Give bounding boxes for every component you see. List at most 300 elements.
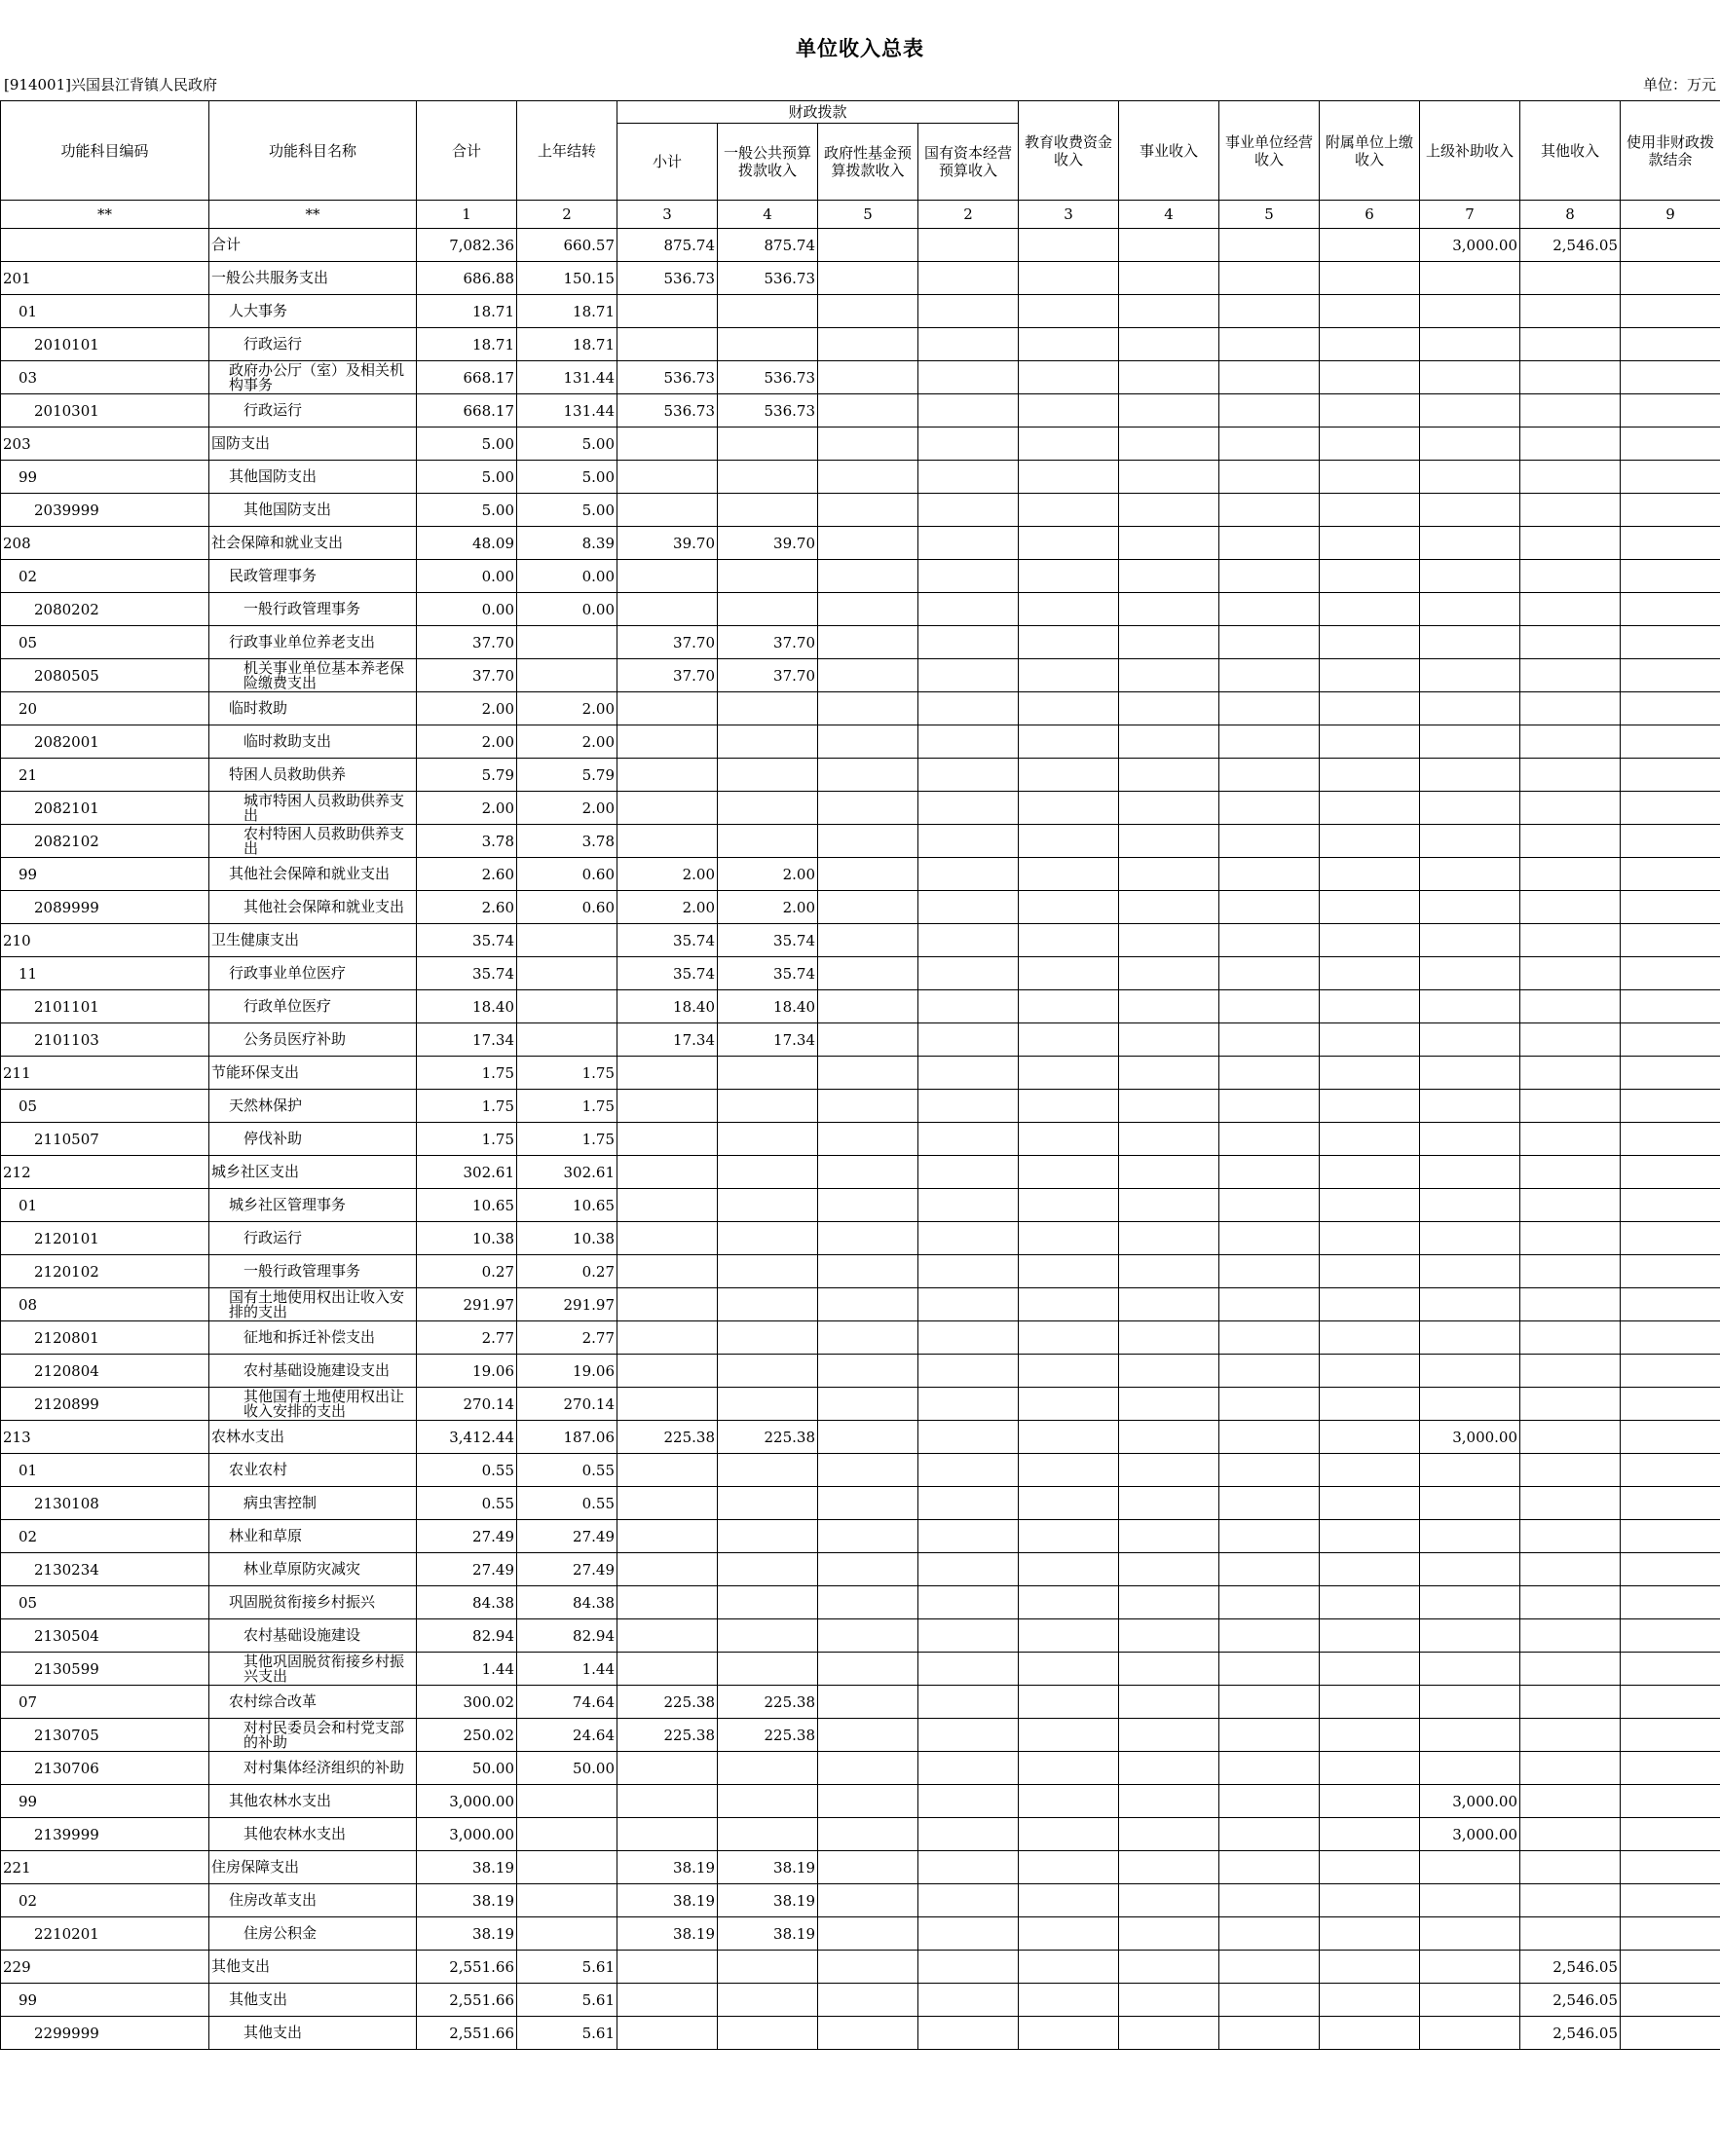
row-value xyxy=(1119,1090,1219,1123)
index-cell: ** xyxy=(209,201,417,229)
row-value xyxy=(1621,1984,1720,2017)
row-value xyxy=(1621,1189,1720,1222)
row-value xyxy=(1420,692,1520,725)
row-value xyxy=(1219,527,1320,560)
row-value xyxy=(1219,792,1320,825)
row-value xyxy=(818,692,918,725)
row-value xyxy=(918,1818,1019,1851)
row-value: 38.19 xyxy=(718,1884,818,1917)
row-value: 225.38 xyxy=(617,1719,718,1752)
table-row xyxy=(1,1752,1720,1785)
row-value xyxy=(1019,858,1119,891)
row-value xyxy=(1119,2017,1219,2050)
row-value: 5.61 xyxy=(517,1984,617,2017)
row-value xyxy=(617,1818,718,1851)
row-name: 行政运行 xyxy=(209,1222,417,1255)
row-value xyxy=(1520,659,1621,692)
row-code: 229 xyxy=(1,1951,209,1984)
row-value xyxy=(818,792,918,825)
row-value xyxy=(617,725,718,759)
row-code: 221 xyxy=(1,1851,209,1884)
row-value xyxy=(1420,792,1520,825)
row-code: 2101101 xyxy=(1,990,209,1023)
row-value: 270.14 xyxy=(517,1388,617,1421)
row-value xyxy=(918,1123,1019,1156)
table-row xyxy=(1,295,1720,328)
row-value xyxy=(1420,427,1520,461)
row-value: 82.94 xyxy=(417,1619,517,1653)
row-name: 一般行政管理事务 xyxy=(209,1255,417,1288)
row-value: 10.38 xyxy=(417,1222,517,1255)
row-value xyxy=(918,361,1019,394)
row-value xyxy=(1019,461,1119,494)
table-row xyxy=(1,494,1720,527)
row-value: 536.73 xyxy=(718,262,818,295)
row-value xyxy=(1320,759,1420,792)
row-value xyxy=(818,1288,918,1321)
row-value: 2.00 xyxy=(617,891,718,924)
table-row xyxy=(1,759,1720,792)
row-value xyxy=(1119,1156,1219,1189)
row-value: 2,546.05 xyxy=(1520,229,1621,262)
row-code: 2130108 xyxy=(1,1487,209,1520)
row-value xyxy=(1019,1851,1119,1884)
table-row xyxy=(1,692,1720,725)
row-value xyxy=(918,1917,1019,1951)
row-value: 2.00 xyxy=(417,692,517,725)
row-value: 82.94 xyxy=(517,1619,617,1653)
row-value xyxy=(918,1553,1019,1586)
row-value xyxy=(1520,759,1621,792)
row-value xyxy=(1119,1686,1219,1719)
row-value xyxy=(1420,1884,1520,1917)
row-value xyxy=(1420,891,1520,924)
row-code: 2130504 xyxy=(1,1619,209,1653)
row-value xyxy=(1520,461,1621,494)
row-value: 27.49 xyxy=(417,1520,517,1553)
row-value xyxy=(1019,1619,1119,1653)
row-value xyxy=(1219,1023,1320,1057)
row-value xyxy=(1320,1255,1420,1288)
row-value: 2.60 xyxy=(417,891,517,924)
row-value xyxy=(918,1586,1019,1619)
row-value xyxy=(1219,1321,1320,1355)
row-value xyxy=(1621,1421,1720,1454)
row-value xyxy=(718,1984,818,2017)
row-value xyxy=(1119,394,1219,427)
row-name: 其他社会保障和就业支出 xyxy=(209,891,417,924)
row-value xyxy=(918,394,1019,427)
row-value xyxy=(1320,1355,1420,1388)
row-name: 其他支出 xyxy=(209,1984,417,2017)
row-value xyxy=(1520,1586,1621,1619)
row-value: 35.74 xyxy=(417,924,517,957)
row-value xyxy=(1520,1123,1621,1156)
row-value xyxy=(718,1951,818,1984)
table-row xyxy=(1,1123,1720,1156)
row-value: 27.49 xyxy=(417,1553,517,1586)
row-name: 征地和拆迁补偿支出 xyxy=(209,1321,417,1355)
row-name: 民政管理事务 xyxy=(209,560,417,593)
row-value xyxy=(718,1487,818,1520)
row-value xyxy=(1219,659,1320,692)
row-value xyxy=(617,1553,718,1586)
row-value xyxy=(1019,494,1119,527)
row-value: 3,000.00 xyxy=(1420,1785,1520,1818)
row-value xyxy=(1621,262,1720,295)
row-code: 211 xyxy=(1,1057,209,1090)
row-value xyxy=(818,1653,918,1686)
table-row xyxy=(1,1851,1720,1884)
row-value xyxy=(918,858,1019,891)
row-value xyxy=(617,1487,718,1520)
row-value: 536.73 xyxy=(718,394,818,427)
row-code: 2120899 xyxy=(1,1388,209,1421)
index-cell: 2 xyxy=(918,201,1019,229)
row-value xyxy=(1119,825,1219,858)
row-value xyxy=(1621,1686,1720,1719)
row-value xyxy=(617,2017,718,2050)
row-value xyxy=(517,1785,617,1818)
row-code: 01 xyxy=(1,1189,209,1222)
row-value xyxy=(1320,1288,1420,1321)
row-value: 225.38 xyxy=(718,1686,818,1719)
row-value xyxy=(517,659,617,692)
row-value xyxy=(1119,1719,1219,1752)
row-value xyxy=(1119,593,1219,626)
row-value xyxy=(918,1454,1019,1487)
row-code: 08 xyxy=(1,1288,209,1321)
row-value: 50.00 xyxy=(417,1752,517,1785)
row-value xyxy=(1320,924,1420,957)
index-cell: 3 xyxy=(617,201,718,229)
row-value xyxy=(818,759,918,792)
row-value xyxy=(1420,1586,1520,1619)
row-name: 巩固脱贫衔接乡村振兴 xyxy=(209,1586,417,1619)
table-row xyxy=(1,2017,1720,2050)
table-row xyxy=(1,328,1720,361)
row-value xyxy=(1320,560,1420,593)
row-value: 18.40 xyxy=(417,990,517,1023)
row-value xyxy=(1019,1189,1119,1222)
table-row xyxy=(1,1090,1720,1123)
row-value xyxy=(1420,1752,1520,1785)
row-value xyxy=(1119,1586,1219,1619)
row-value xyxy=(1621,1818,1720,1851)
row-value xyxy=(1119,361,1219,394)
row-value xyxy=(617,494,718,527)
row-value: 668.17 xyxy=(417,394,517,427)
table-row xyxy=(1,1951,1720,1984)
table-row xyxy=(1,825,1720,858)
index-cell: 2 xyxy=(517,201,617,229)
row-value xyxy=(1320,825,1420,858)
row-code: 2120801 xyxy=(1,1321,209,1355)
row-value xyxy=(1520,858,1621,891)
row-value xyxy=(1219,1586,1320,1619)
row-code: 210 xyxy=(1,924,209,957)
row-value xyxy=(1320,1686,1420,1719)
row-value: 2.00 xyxy=(517,792,617,825)
row-name: 合计 xyxy=(209,229,417,262)
row-value xyxy=(1219,1090,1320,1123)
row-value xyxy=(818,1884,918,1917)
row-value: 37.70 xyxy=(718,659,818,692)
row-code: 2130705 xyxy=(1,1719,209,1752)
row-value: 2,546.05 xyxy=(1520,1984,1621,2017)
row-value xyxy=(718,1785,818,1818)
row-value xyxy=(1520,1553,1621,1586)
table-row xyxy=(1,1653,1720,1686)
row-value xyxy=(1219,1355,1320,1388)
row-value xyxy=(1320,1553,1420,1586)
row-value xyxy=(1420,560,1520,593)
page-title: 单位收入总表 xyxy=(796,36,924,60)
row-value xyxy=(1019,262,1119,295)
row-value xyxy=(1119,527,1219,560)
row-value xyxy=(1420,593,1520,626)
row-code: 20 xyxy=(1,692,209,725)
row-value xyxy=(818,295,918,328)
row-value xyxy=(1119,1619,1219,1653)
table-row xyxy=(1,1917,1720,1951)
row-code: 99 xyxy=(1,461,209,494)
row-value xyxy=(918,1984,1019,2017)
row-value xyxy=(617,1123,718,1156)
row-value xyxy=(1621,1951,1720,1984)
row-value xyxy=(1420,1222,1520,1255)
index-cell: 5 xyxy=(1219,201,1320,229)
row-code: 2089999 xyxy=(1,891,209,924)
row-value xyxy=(918,1884,1019,1917)
row-value: 536.73 xyxy=(617,394,718,427)
row-value: 2.00 xyxy=(417,792,517,825)
row-value xyxy=(1520,891,1621,924)
row-value: 5.00 xyxy=(417,494,517,527)
row-value xyxy=(617,1321,718,1355)
row-value xyxy=(1219,560,1320,593)
row-value: 35.74 xyxy=(617,924,718,957)
table-row xyxy=(1,659,1720,692)
row-value xyxy=(617,1454,718,1487)
row-value: 270.14 xyxy=(417,1388,517,1421)
row-value xyxy=(1119,1487,1219,1520)
row-value: 0.60 xyxy=(517,858,617,891)
row-value xyxy=(1219,858,1320,891)
row-value xyxy=(1019,1884,1119,1917)
row-value xyxy=(1520,1057,1621,1090)
row-value xyxy=(617,692,718,725)
table-row xyxy=(1,1487,1720,1520)
row-value: 38.19 xyxy=(617,1917,718,1951)
row-value xyxy=(718,494,818,527)
row-value xyxy=(1621,328,1720,361)
row-value xyxy=(818,1222,918,1255)
row-value xyxy=(1119,1851,1219,1884)
row-value xyxy=(1420,1454,1520,1487)
row-value: 3.78 xyxy=(417,825,517,858)
row-code: 2210201 xyxy=(1,1917,209,1951)
row-value: 35.74 xyxy=(417,957,517,990)
row-value xyxy=(918,461,1019,494)
row-value xyxy=(1520,1321,1621,1355)
row-name: 行政单位医疗 xyxy=(209,990,417,1023)
row-value xyxy=(1320,295,1420,328)
row-value xyxy=(918,427,1019,461)
row-value xyxy=(918,1785,1019,1818)
row-value xyxy=(1621,1222,1720,1255)
row-value xyxy=(1119,1355,1219,1388)
row-value xyxy=(718,1619,818,1653)
row-value xyxy=(1219,1719,1320,1752)
row-value xyxy=(818,1984,918,2017)
row-code xyxy=(1,229,209,262)
row-value: 38.19 xyxy=(417,1917,517,1951)
row-value xyxy=(1019,1023,1119,1057)
row-value: 39.70 xyxy=(617,527,718,560)
row-value xyxy=(718,1553,818,1586)
row-value xyxy=(718,593,818,626)
table-row xyxy=(1,229,1720,262)
row-value xyxy=(918,626,1019,659)
row-name: 住房公积金 xyxy=(209,1917,417,1951)
row-value xyxy=(1520,792,1621,825)
row-code: 02 xyxy=(1,1520,209,1553)
row-value xyxy=(918,1189,1019,1222)
row-value xyxy=(1019,1487,1119,1520)
row-value xyxy=(1520,825,1621,858)
row-value: 291.97 xyxy=(417,1288,517,1321)
row-value xyxy=(718,1123,818,1156)
row-value xyxy=(1621,1090,1720,1123)
row-value xyxy=(1119,1917,1219,1951)
row-value xyxy=(918,1023,1019,1057)
row-value xyxy=(617,1520,718,1553)
table-row xyxy=(1,1818,1720,1851)
row-name: 机关事业单位基本养老保险缴费支出 xyxy=(209,659,417,692)
row-value xyxy=(1219,924,1320,957)
row-value xyxy=(1420,394,1520,427)
row-value: 38.19 xyxy=(417,1884,517,1917)
row-value xyxy=(1119,1984,1219,2017)
row-name: 林业草原防灾减灾 xyxy=(209,1553,417,1586)
row-value xyxy=(818,527,918,560)
row-value xyxy=(918,1222,1019,1255)
row-value xyxy=(1520,957,1621,990)
row-value: 2.00 xyxy=(718,891,818,924)
row-value: 2.00 xyxy=(417,725,517,759)
row-value xyxy=(517,1917,617,1951)
row-value xyxy=(1520,1189,1621,1222)
row-value xyxy=(1621,1156,1720,1189)
row-value xyxy=(818,990,918,1023)
row-value xyxy=(1219,1917,1320,1951)
row-value: 0.00 xyxy=(417,560,517,593)
row-value xyxy=(1621,858,1720,891)
row-value xyxy=(1219,2017,1320,2050)
row-value xyxy=(1219,1984,1320,2017)
row-value xyxy=(1420,1057,1520,1090)
row-value xyxy=(918,494,1019,527)
row-code: 01 xyxy=(1,1454,209,1487)
index-cell: 4 xyxy=(718,201,818,229)
row-value xyxy=(1219,1619,1320,1653)
row-value xyxy=(617,1752,718,1785)
row-name: 行政运行 xyxy=(209,328,417,361)
row-code: 2039999 xyxy=(1,494,209,527)
row-value xyxy=(718,2017,818,2050)
row-value xyxy=(1420,924,1520,957)
row-name: 停伐补助 xyxy=(209,1123,417,1156)
row-value xyxy=(1621,1619,1720,1653)
row-value xyxy=(1420,527,1520,560)
row-value xyxy=(818,957,918,990)
row-value: 875.74 xyxy=(617,229,718,262)
row-value xyxy=(1320,692,1420,725)
row-value xyxy=(1219,1288,1320,1321)
row-value xyxy=(1119,891,1219,924)
row-value xyxy=(718,1586,818,1619)
row-value xyxy=(1420,1984,1520,2017)
row-value xyxy=(718,1255,818,1288)
row-code: 212 xyxy=(1,1156,209,1189)
row-value xyxy=(818,461,918,494)
row-value xyxy=(1621,1288,1720,1321)
row-value xyxy=(1119,427,1219,461)
row-name: 城乡社区管理事务 xyxy=(209,1189,417,1222)
row-value xyxy=(1320,527,1420,560)
row-value xyxy=(918,924,1019,957)
row-value xyxy=(1621,825,1720,858)
row-value xyxy=(1520,361,1621,394)
row-value: 2,551.66 xyxy=(417,1984,517,2017)
row-value xyxy=(1219,957,1320,990)
row-value xyxy=(1621,2017,1720,2050)
index-cell: 9 xyxy=(1621,201,1720,229)
row-name: 行政事业单位医疗 xyxy=(209,957,417,990)
row-value xyxy=(1520,560,1621,593)
row-value xyxy=(718,1653,818,1686)
row-value xyxy=(918,1752,1019,1785)
row-value: 2.00 xyxy=(517,692,617,725)
row-value xyxy=(1119,229,1219,262)
row-value xyxy=(818,1355,918,1388)
row-value: 2,546.05 xyxy=(1520,2017,1621,2050)
row-value xyxy=(818,1752,918,1785)
row-value xyxy=(1621,957,1720,990)
row-value xyxy=(1219,494,1320,527)
row-value: 2,546.05 xyxy=(1520,1951,1621,1984)
row-value: 37.70 xyxy=(617,659,718,692)
table-row xyxy=(1,990,1720,1023)
row-value xyxy=(617,1090,718,1123)
row-value xyxy=(1320,1884,1420,1917)
row-value xyxy=(1420,1355,1520,1388)
row-value xyxy=(1420,361,1520,394)
row-value xyxy=(617,1255,718,1288)
row-value xyxy=(1520,1090,1621,1123)
row-value: 3.78 xyxy=(517,825,617,858)
header-non-fiscal-balance: 使用非财政拨款结余 xyxy=(1621,101,1720,201)
row-value xyxy=(1621,891,1720,924)
row-code: 2082102 xyxy=(1,825,209,858)
row-value xyxy=(1520,1355,1621,1388)
row-value xyxy=(1320,1421,1420,1454)
row-code: 2120101 xyxy=(1,1222,209,1255)
row-value xyxy=(1019,1288,1119,1321)
row-value xyxy=(818,1951,918,1984)
row-value xyxy=(1420,1321,1520,1355)
